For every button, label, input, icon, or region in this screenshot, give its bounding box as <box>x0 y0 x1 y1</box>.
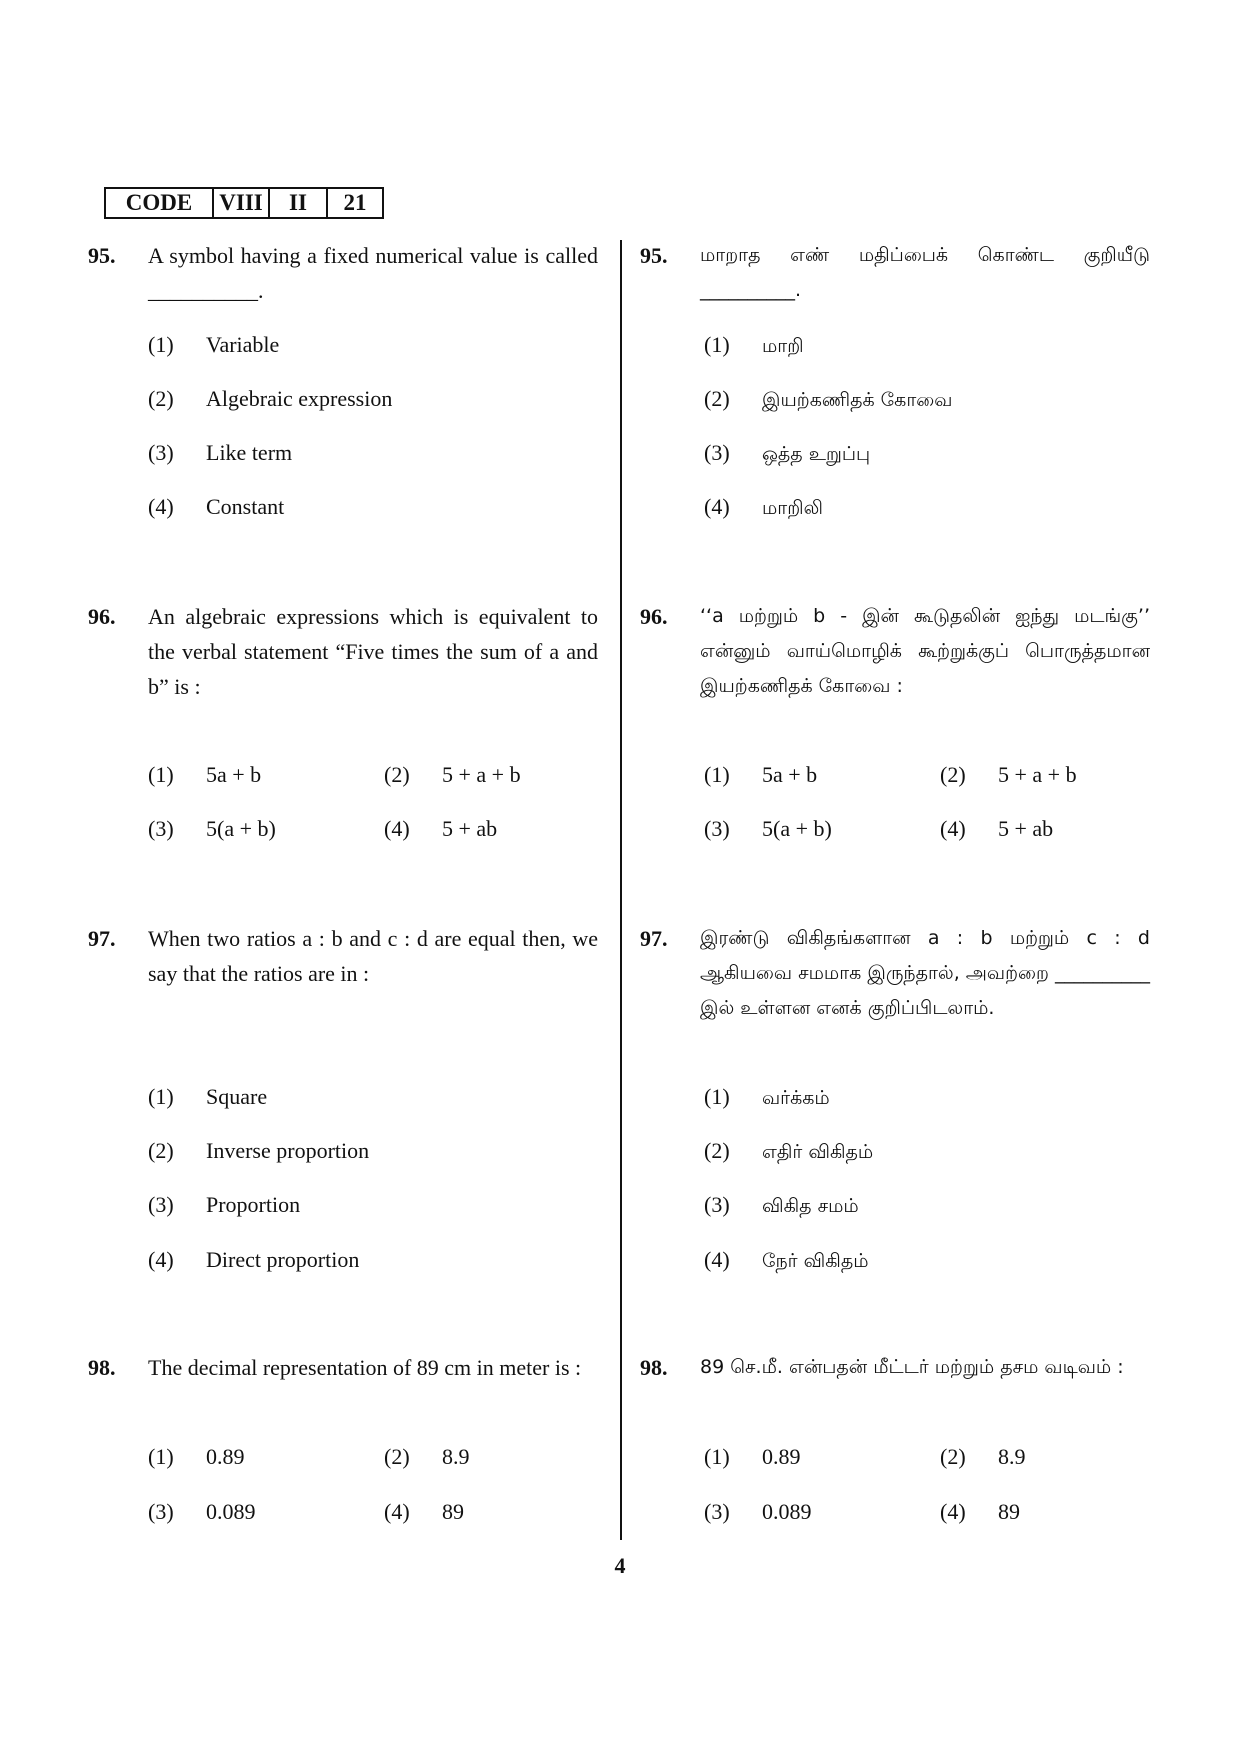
option-4: (4) மாறிலி <box>704 494 823 519</box>
question-text: A symbol having a fixed numerical value is called __________. <box>148 243 598 303</box>
column-divider <box>620 240 622 1540</box>
option-3: (3) Proportion <box>148 1192 301 1217</box>
option-1: (1) 0.89 <box>704 1444 801 1469</box>
code-label: CODE <box>125 190 193 215</box>
option-3: (3) 0.089 <box>148 1499 256 1524</box>
option-2: (2) 5 + a + b <box>940 762 1077 787</box>
question-text: மாறாத எண் மதிப்பைக் கொண்ட குறியீடு __________. <box>700 244 1150 301</box>
option-4: (4) நேர் விகிதம் <box>704 1247 869 1272</box>
code-class: VIII <box>212 189 268 217</box>
option-2: (2) Algebraic expression <box>148 386 393 411</box>
paper-code-box <box>104 187 384 219</box>
option-2: (2) 8.9 <box>384 1444 470 1469</box>
option-4: (4) Direct proportion <box>148 1247 360 1272</box>
option-4: (4) 5 + ab <box>384 816 498 841</box>
option-4: (4) Constant <box>148 494 285 519</box>
option-1: (1) Square <box>148 1084 268 1109</box>
option-4: (4) 5 + ab <box>940 816 1054 841</box>
code-paper: II <box>268 189 326 217</box>
option-1: (1) 5a + b <box>704 762 818 787</box>
code-number: 21 <box>326 189 382 217</box>
question-number: 96. <box>640 604 668 629</box>
question-text: 89 செ.மீ. என்பதன் மீட்டர் மற்றும் தசம வடிவம் : <box>700 1356 1124 1378</box>
option-2: (2) 5 + a + b <box>384 762 521 787</box>
question-text: An algebraic expressions which is equivalent to the verbal statement “Five times the sum of a and b” is : <box>148 604 598 699</box>
option-3: (3) 5(a + b) <box>704 816 832 841</box>
option-3: (3) விகித சமம் <box>704 1192 859 1217</box>
option-1: (1) வர்க்கம் <box>704 1084 830 1109</box>
option-3: (3) ஒத்த உறுப்பு <box>704 440 871 465</box>
option-3: (3) Like term <box>148 440 293 465</box>
page-number: 4 <box>614 1553 626 1578</box>
option-2: (2) இயற்கணிதக் கோவை <box>704 386 953 411</box>
option-1: (1) 5a + b <box>148 762 262 787</box>
option-1: (1) Variable <box>148 332 280 357</box>
question-number: 97. <box>88 926 116 951</box>
question-number: 95. <box>640 243 668 268</box>
option-2: (2) 8.9 <box>940 1444 1026 1469</box>
option-1: (1) 0.89 <box>148 1444 245 1469</box>
option-4: (4) 89 <box>384 1499 464 1524</box>
option-3: (3) 0.089 <box>704 1499 812 1524</box>
question-text: When two ratios a : b and c : d are equal then, we say that the ratios are in : <box>148 926 598 986</box>
option-2: (2) Inverse proportion <box>148 1138 370 1163</box>
question-number: 96. <box>88 604 116 629</box>
question-number: 97. <box>640 926 668 951</box>
question-text: The decimal representation of 89 cm in meter is : <box>148 1355 582 1380</box>
option-3: (3) 5(a + b) <box>148 816 276 841</box>
option-2: (2) எதிர் விகிதம் <box>704 1138 874 1163</box>
question-text: இரண்டு விகிதங்களான a : b மற்றும் c : d ஆகியவை சமமாக இருந்தால், அவற்றை __________ இல் உள்ளன எனக் குறிப்பிடலாம். <box>700 927 1150 1019</box>
option-4: (4) 89 <box>940 1499 1020 1524</box>
question-number: 98. <box>88 1355 116 1380</box>
option-1: (1) மாறி <box>704 332 804 357</box>
question-text: ‘‘a மற்றும் b - இன் கூடுதலின் ஐந்து மடங்கு’’ என்னும் வாய்மொழிக் கூற்றுக்குப் பொருத்தமான இயற்கணிதக் கோவை : <box>700 605 1150 697</box>
question-number: 95. <box>88 243 116 268</box>
question-number: 98. <box>640 1355 668 1380</box>
